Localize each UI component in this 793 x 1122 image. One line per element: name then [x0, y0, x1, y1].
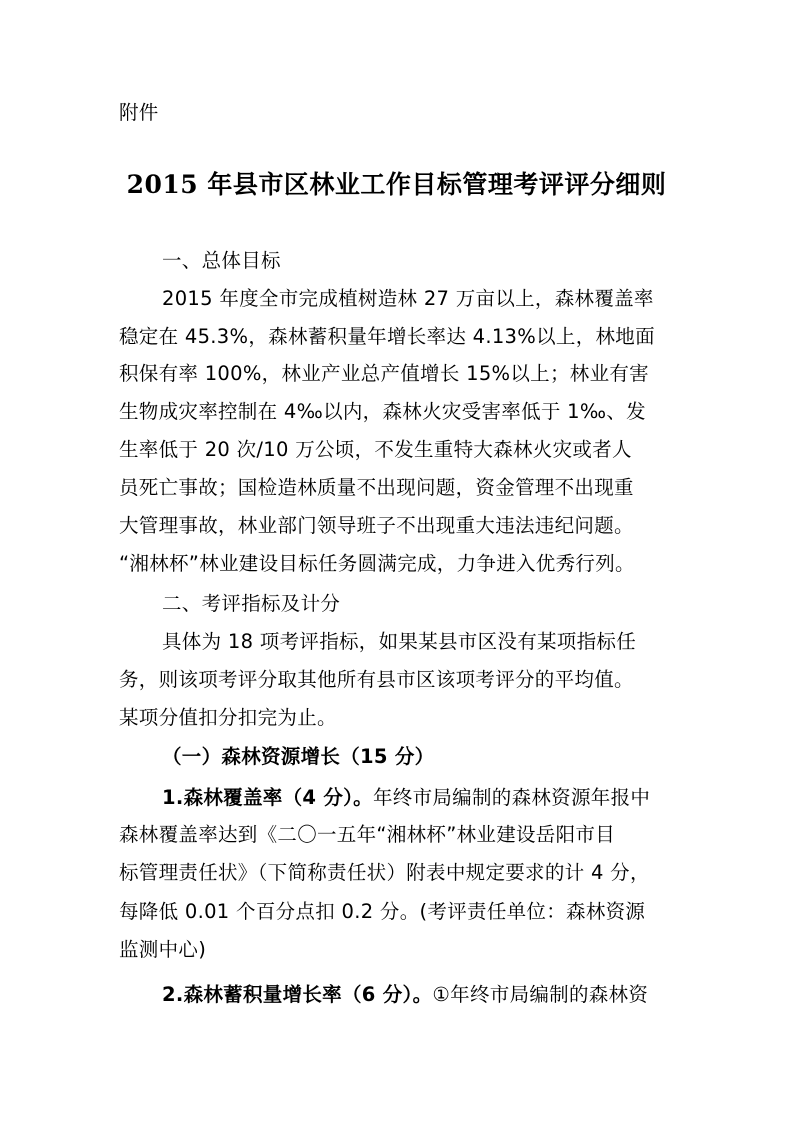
- paragraph-line: “湘林杯”林业建设目标任务圆满完成，力争进入优秀行列。: [119, 552, 635, 575]
- subsection-heading: （一）森林资源增长（15 分）: [162, 745, 435, 768]
- paragraph-line: 标管理责任状》（下简称责任状）附表中规定要求的计 4 分，: [119, 861, 650, 884]
- paragraph-line: 每降低 0.01 个百分点扣 0.2 分。(考评责任单位：森林资源: [119, 900, 646, 923]
- paragraph-line: 监测中心): [119, 938, 207, 961]
- paragraph-line: 稳定在 45.3%，森林蓄积量年增长率达 4.13%以上，林地面: [119, 325, 655, 348]
- item-2-line: [162, 983, 648, 1007]
- paragraph-line: 大管理事故，林业部门领导班子不出现重大违法违纪问题。: [119, 514, 634, 537]
- item-1-line: [162, 786, 650, 810]
- paragraph-line: 务，则该项考评分取其他所有县市区该项考评分的平均值。: [119, 668, 634, 691]
- section-heading-2: 二、考评指标及计分: [162, 592, 341, 615]
- item-text: ①年终市局编制的森林资: [432, 983, 649, 1006]
- item-heading: 1.森林覆盖率（4 分）。: [162, 786, 373, 809]
- paragraph-line: 森林覆盖率达到《二〇一五年“湘林杯”林业建设岳阳市目: [119, 823, 616, 846]
- paragraph-line: 某项分值扣分扣完为止。: [119, 706, 337, 729]
- attachment-label: 附件: [119, 101, 159, 124]
- section-heading-1: 一、总体目标: [162, 249, 281, 272]
- paragraph-line: 生率低于 20 次/10 万公顷，不发生重特大森林火灾或者人: [119, 438, 632, 461]
- document-title: 2015 年县市区林业工作目标管理考评评分细则: [126, 170, 667, 199]
- paragraph-line: 生物成灾率控制在 4‰以内，森林火灾受害率低于 1‰、发: [119, 400, 646, 423]
- paragraph-line: 2015 年度全市完成植树造林 27 万亩以上，森林覆盖率: [162, 287, 654, 310]
- paragraph-line: 员死亡事故；国检造林质量不出现问题，资金管理不出现重: [119, 476, 634, 499]
- item-heading: 2.森林蓄积量增长率（6 分）。: [162, 983, 433, 1006]
- item-text: 年终市局编制的森林资源年报中: [372, 786, 651, 809]
- paragraph-line: 具体为 18 项考评指标，如果某县市区没有某项指标任: [162, 630, 637, 653]
- paragraph-line: 积保有率 100%，林业产业总产值增长 15%以上；林业有害: [119, 362, 649, 385]
